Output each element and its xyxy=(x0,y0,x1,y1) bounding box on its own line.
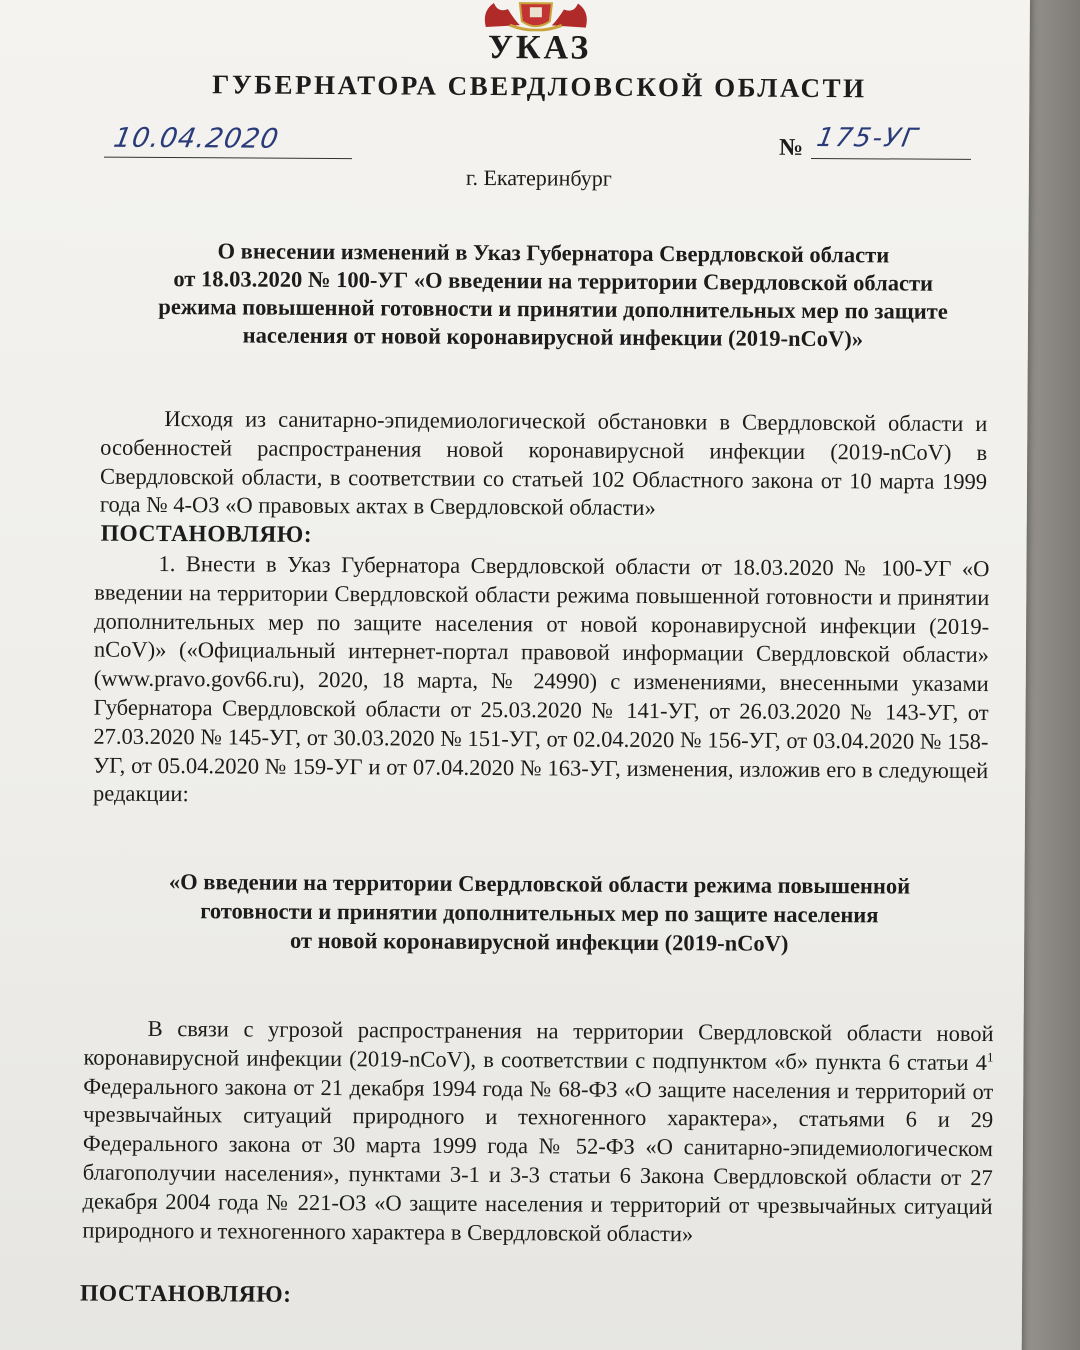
decree-colon: : xyxy=(303,521,313,548)
decree-word: ПОСТАНОВЛЯЮ xyxy=(79,1280,284,1308)
preamble-text: Исходя из санитарно-эпидемиологической обстановки в Свердловской области и особенностей распространения новой коронавирусной инфекции (2019-nCoV) в Свердловской области, в соответствии со статьей 102 Областного закона от 10 марта 1999 года № 4-ОЗ «О правовых актах в Свердловской области» xyxy=(99,406,988,521)
handwritten-date: 10.04.2020 xyxy=(111,122,282,155)
date-underline xyxy=(104,157,352,160)
coat-of-arms-icon xyxy=(480,0,592,32)
subject-line: О внесении изменений в Указ Губернатора Свердловской области xyxy=(217,238,890,268)
decree-colon: : xyxy=(283,1281,292,1308)
subject-line: режима повышенной готовности и принятии дополнительных мер по защите xyxy=(158,293,948,324)
new-preamble-part1: В связи с угрозой распространения на территории Свердловской области новой коронавирусной инфекции (2019-nCoV), в соответствии с подпунктом «б» пункта 6 статьи 4 xyxy=(83,1015,994,1075)
item-1-text: 1. Внести в Указ Губернатора Свердловской области от 18.03.2020 № 100-УГ «О введении на территории Свердловской области режима повышенной готовности и принятии дополнительных мер по защите населения от новой коронавирусной инфекции (2019-nCoV)» («Официальный интернет-портал правовой информации Свердловской области» (www.pravo.gov66.ru), 2020, 18 марта, № 24990) с изменениями, внесенными указами Губернатора Свердловской области от 25.03.2020 № 141-УГ, от 26.03.2020 № 143-УГ, от 27.03.2020 № 145-УГ, от 30.03.2020 № 151-УГ, от 02.04.2020 № 156-УГ, от 03.04.2020 № 158-УГ, от 05.04.2020 № 159-УГ и от 07.04.2020 № 163-УГ, изменения, изложив его в следующей редакции: xyxy=(93,550,990,807)
city-line: г. Екатеринбург xyxy=(465,164,612,191)
new-preamble-part2: Федерального закона от 21 декабря 1994 года № 68-ФЗ «О защите населения и территорий от чрезвычайных ситуаций природного и техногенного характера», статьями 6 и 29 Федерального закона от 30 марта 1999 года № 52-ФЗ «О санитарно-эпидемиологическом благополучии населения», пунктами 3-1 и 3-3 статьи 6 Закона Свердловской области от 27 декабря 2004 года № 221-ОЗ «О защите населения и территорий от чрезвычайных ситуаций природного и техногенного характера в Свердловской области» xyxy=(82,1073,994,1246)
decree-heading xyxy=(101,521,313,549)
handwritten-number: 175-УГ xyxy=(814,123,922,154)
new-title-line: готовности и принятии дополнительных мер по защите населения xyxy=(200,898,879,928)
document-type-title: УКАЗ xyxy=(487,28,592,67)
decree-subject xyxy=(118,237,989,354)
item-1-paragraph xyxy=(93,550,990,815)
issuing-authority: ГУБЕРНАТОРА СВЕРДЛОВСКОЙ ОБЛАСТИ xyxy=(212,69,867,104)
subject-line: от 18.03.2020 № 100-УГ «О введении на территории Свердловской области xyxy=(173,266,934,296)
superscript-mark: 1 xyxy=(986,1049,994,1065)
decree-word: ПОСТАНОВЛЯЮ xyxy=(100,520,304,548)
subject-line: населения от новой коронавирусной инфекции (2019-nCoV)» xyxy=(242,322,864,352)
new-edition-title xyxy=(89,867,990,959)
new-title-line: «О введении на территории Свердловской области режима повышенной xyxy=(168,869,911,899)
new-preamble-text xyxy=(82,1015,993,1251)
number-underline xyxy=(811,158,971,160)
number-label: № xyxy=(778,134,804,161)
new-preamble-paragraph xyxy=(82,1015,993,1251)
preamble-paragraph xyxy=(100,405,988,526)
new-title-line: от новой коронавирусной инфекции (2019-nCoV) xyxy=(289,927,789,956)
decree-heading-2 xyxy=(80,1281,292,1309)
